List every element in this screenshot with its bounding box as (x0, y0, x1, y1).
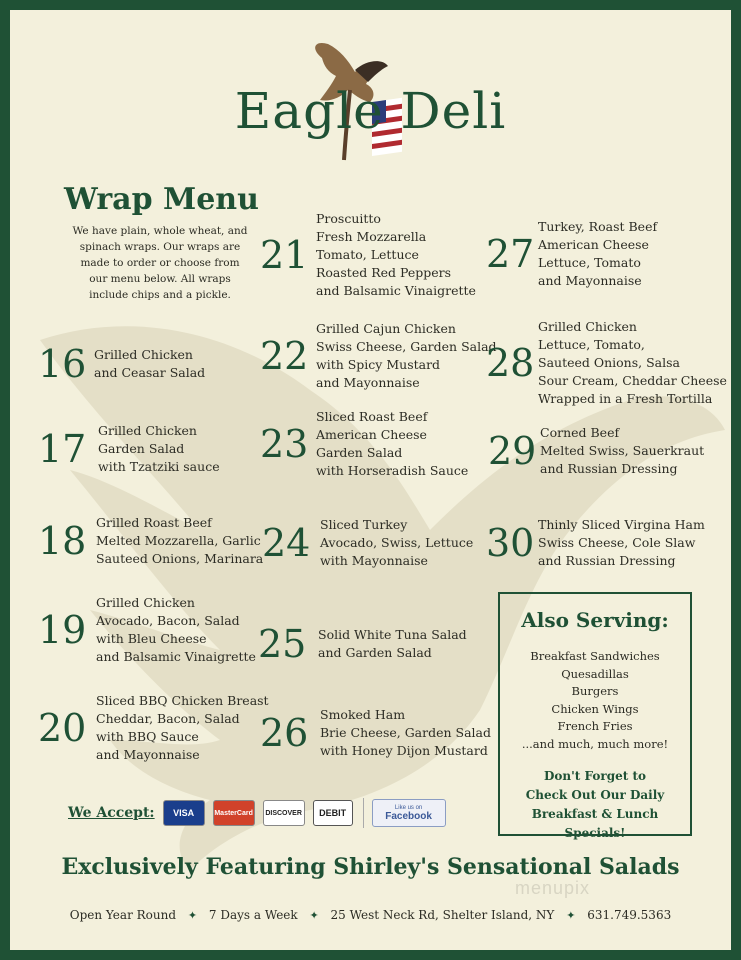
debit-card-icon: DEBIT (313, 800, 353, 826)
menu-item-16 (38, 342, 205, 386)
item-number: 22 (260, 334, 309, 378)
item-description: Smoked Ham Brie Cheese, Garden Salad with Honey Dijon Mustard (320, 707, 492, 758)
menu-item-18 (38, 514, 263, 568)
item-number: 17 (38, 427, 87, 471)
menu-item-24 (262, 516, 473, 570)
item-description: Grilled Chicken and Ceasar Salad (94, 347, 206, 380)
item-number: 20 (38, 706, 87, 750)
menu-intro: We have plain, whole wheat, and spinach wraps. Our wraps are made to order or choose from our menu below. All wraps include chips and a pickle. (72, 225, 248, 301)
item-number: 26 (260, 711, 309, 755)
facebook-like-icon: Like us on Facebook (372, 799, 446, 827)
menu-item-20 (38, 692, 269, 764)
menu-item-30 (486, 516, 705, 570)
item-description: Solid White Tuna Salad and Garden Salad (318, 627, 467, 660)
item-number: 29 (488, 429, 537, 473)
item-description: Corned Beef Melted Swiss, Sauerkraut and Russian Dressing (540, 425, 705, 476)
menu-item-29 (488, 424, 704, 478)
item-number: 28 (486, 341, 535, 385)
item-description: Sliced BBQ Chicken Breast Cheddar, Bacon, Salad with BBQ Sauce and Mayonnaise (96, 693, 269, 762)
bird-bullet-icon: ✦ (309, 909, 319, 922)
menu-item-19 (38, 594, 256, 666)
menu-title: Wrap Menu (64, 182, 259, 217)
menu-item-25 (258, 622, 467, 666)
item-description: Grilled Cajun Chicken Swiss Cheese, Garden Salad with Spicy Mustard and Mayonnaise (316, 321, 497, 390)
item-description: Thinly Sliced Virgina Ham Swiss Cheese, Cole Slaw and Russian Dressing (538, 517, 705, 568)
menu-item-27 (486, 218, 657, 290)
footer-phone: 631.749.5363 (587, 908, 672, 922)
also-serving-box (498, 592, 692, 840)
item-description: Sliced Turkey Avocado, Swiss, Lettuce with Mayonnaise (320, 517, 474, 568)
discover-card-icon: DISCOVER (263, 800, 305, 826)
item-number: 27 (486, 232, 535, 276)
item-number: 19 (38, 608, 87, 652)
footer-hours: Open Year Round (69, 908, 177, 922)
also-serving-list: Breakfast Sandwiches Quesadillas Burgers Chicken Wings French Fries ...and much, much more! (521, 649, 669, 751)
item-number: 30 (486, 521, 535, 565)
daily-specials-note: Don't Forget to Check Out Our Daily Breakfast & Lunch Specials! (525, 769, 665, 840)
we-accept-label: We Accept: (68, 805, 155, 821)
mastercard-icon: MasterCard (213, 800, 255, 826)
item-description: Proscuitto Fresh Mozzarella Tomato, Lettuce Roasted Red Peppers and Balsamic Vinaigrette (316, 211, 476, 298)
item-number: 24 (262, 521, 311, 565)
visa-card-icon: VISA (163, 800, 205, 826)
bird-bullet-icon: ✦ (187, 909, 198, 922)
menu-page (10, 10, 731, 950)
also-serving-title: Also Serving: (521, 608, 669, 632)
menu-item-17 (38, 422, 220, 476)
item-description: Grilled Roast Beef Melted Mozzarella, Garlic Sauteed Onions, Marinara (96, 515, 264, 566)
slogan: Exclusively Featuring Shirley's Sensational Salads (61, 854, 680, 880)
item-description: Sliced Roast Beef American Cheese Garden Salad with Horseradish Sauce (316, 409, 469, 478)
menu-item-23 (260, 408, 468, 480)
item-number: 16 (38, 342, 87, 386)
item-description: Grilled Chicken Garden Salad with Tzatziki sauce (98, 423, 220, 474)
item-description: Grilled Chicken Avocado, Bacon, Salad with Bleu Cheese and Balsamic Vinaigrette (96, 595, 256, 664)
item-number: 23 (260, 422, 309, 466)
menu-item-22 (260, 320, 497, 392)
menu-item-21 (260, 210, 476, 300)
brand-title: Eagle Deli (234, 82, 507, 140)
item-description: Grilled Chicken Lettuce, Tomato, Sauteed Onions, Salsa Sour Cream, Cheddar Cheese Wrapped in a Fresh Tortilla (538, 319, 727, 406)
item-description: Turkey, Roast Beef American Cheese Lettuce, Tomato and Mayonnaise (538, 219, 658, 288)
menupix-watermark: menupix (515, 878, 591, 898)
footer-info (10, 908, 731, 922)
footer-days: 7 Days a Week (208, 908, 298, 922)
bird-bullet-icon: ✦ (566, 909, 576, 922)
item-number: 18 (38, 519, 87, 563)
menu-item-28 (486, 318, 727, 408)
footer-address: 25 West Neck Rd, Shelter Island, NY (330, 908, 555, 922)
item-number: 25 (258, 622, 307, 666)
item-number: 21 (260, 233, 309, 277)
payment-methods (68, 798, 454, 828)
divider (363, 798, 364, 828)
menu-item-26 (260, 706, 491, 760)
